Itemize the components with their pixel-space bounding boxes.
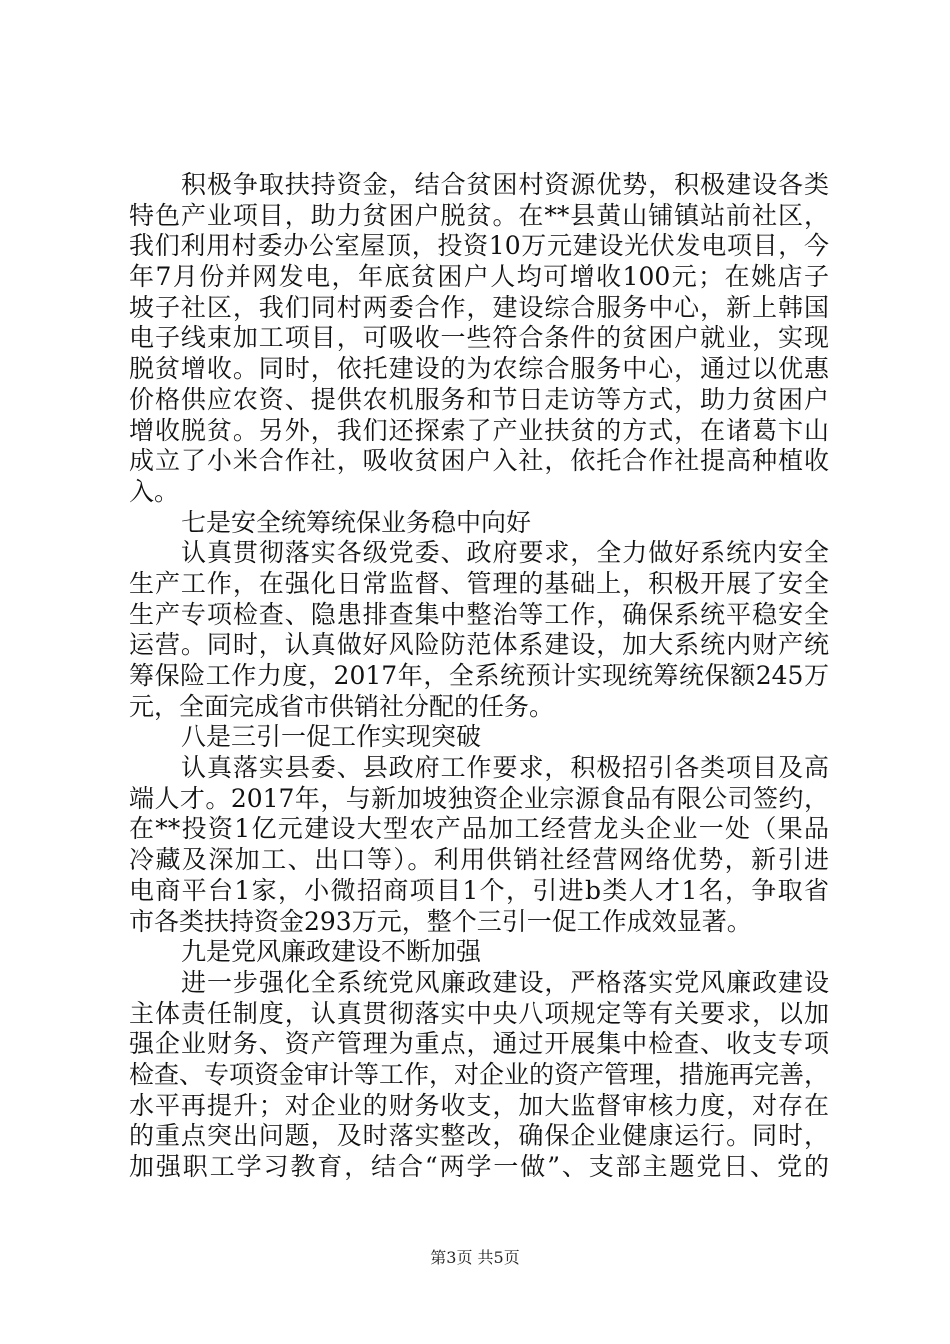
paragraph-line: 检查、专项资金审计等工作，对企业的资产管理，措施再完善， bbox=[129, 1059, 830, 1089]
paragraph-line: 加强职工学习教育，结合“两学一做”、支部主题党日、党的 bbox=[129, 1152, 829, 1181]
paragraph-line: 水平再提升；对企业的财务收支，加大监督审核力度，对存在 bbox=[129, 1090, 829, 1120]
paragraph-line: 主体责任制度，认真贯彻落实中央八项规定等有关要求，以加 bbox=[129, 998, 829, 1028]
paragraph-line: 认真贯彻落实各级党委、政府要求，全力做好系统内安全 bbox=[181, 538, 829, 568]
paragraph-line: 价格供应农资、提供农机服务和节日走访等方式，助力贫困户 bbox=[129, 384, 829, 414]
paragraph-line: 增收脱贫。另外，我们还探索了产业扶贫的方式，在诸葛卞山 bbox=[129, 415, 829, 445]
paragraph-line: 的重点突出问题，及时落实整改，确保企业健康运行。同时， bbox=[129, 1121, 829, 1151]
paragraph-line: 元，全面完成省市供销社分配的任务。 bbox=[129, 691, 555, 721]
paragraph-line: 生产工作，在强化日常监督、管理的基础上，积极开展了安全 bbox=[129, 568, 829, 598]
section-heading: 七是安全统筹统保业务稳中向好 bbox=[181, 507, 532, 537]
paragraph-line: 强企业财务、资产管理为重点，通过开展集中检查、收支专项 bbox=[129, 1029, 829, 1059]
paragraph-line: 入。 bbox=[129, 476, 180, 506]
section-heading: 九是党风廉政建设不断加强 bbox=[181, 937, 482, 967]
section-heading: 八是三引一促工作实现突破 bbox=[181, 722, 482, 752]
paragraph-line: 电商平台1家，小微招商项目1个，引进b类人才1名，争取省 bbox=[129, 875, 829, 905]
paragraph-line: 生产专项检查、隐患排查集中整治等工作，确保系统平稳安全 bbox=[129, 599, 829, 629]
paragraph-line: 积极争取扶持资金，结合贫困村资源优势，积极建设各类 bbox=[181, 170, 829, 199]
paragraph-line: 在**投资1亿元建设大型农产品加工经营龙头企业一处（果品 bbox=[129, 814, 829, 844]
paragraph-line: 我们利用村委办公室屋顶，投资10万元建设光伏发电项目，今 bbox=[129, 231, 829, 261]
page-footer bbox=[0, 1245, 950, 1268]
paragraph-line: 认真落实县委、县政府工作要求，积极招引各类项目及高 bbox=[181, 753, 829, 783]
paragraph-line: 坡子社区，我们同村两委合作，建设综合服务中心，新上韩国 bbox=[129, 292, 829, 322]
paragraph-line: 运营。同时，认真做好风险防范体系建设，加大系统内财产统 bbox=[129, 630, 829, 660]
paragraph-line: 端人才。2017年，与新加坡独资企业宗源食品有限公司签约， bbox=[129, 783, 829, 813]
paragraph-line: 市各类扶持资金293万元，整个三引一促工作成效显著。 bbox=[129, 906, 752, 936]
page-indicator: 第3页 共5页 bbox=[430, 1248, 520, 1267]
paragraph-line: 年7月份并网发电，年底贫困户人均可增收100元；在姚店子 bbox=[129, 262, 829, 292]
paragraph-line: 电子线束加工项目，可吸收一些符合条件的贫困户就业，实现 bbox=[129, 323, 829, 353]
paragraph-line: 特色产业项目，助力贫困户脱贫。在**县黄山铺镇站前社区， bbox=[129, 200, 829, 230]
document-body bbox=[129, 170, 829, 1183]
paragraph-line: 脱贫增收。同时，依托建设的为农综合服务中心，通过以优惠 bbox=[129, 354, 829, 384]
paragraph-line: 冷藏及深加工、出口等）。利用供销社经营网络优势，新引进 bbox=[129, 845, 829, 875]
paragraph-line: 成立了小米合作社，吸收贫困户入社，依托合作社提高种植收 bbox=[129, 446, 829, 476]
paragraph-line: 进一步强化全系统党风廉政建设，严格落实党风廉政建设 bbox=[181, 967, 829, 997]
paragraph-line: 筹保险工作力度，2017年，全系统预计实现统筹统保额245万 bbox=[129, 661, 829, 690]
